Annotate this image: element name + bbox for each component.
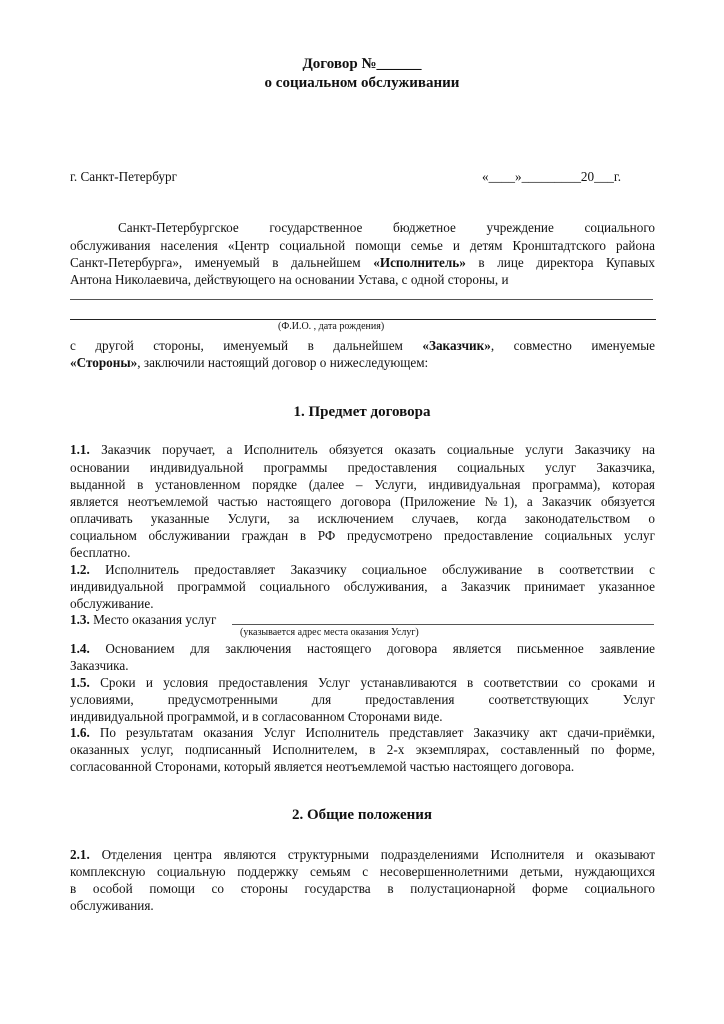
contract-subtitle: о социальном обслуживании [264, 75, 460, 91]
clause-text: Основанием для заключения настоящего договора является письменное заявление [105, 641, 655, 656]
clause-number: 1.3. [70, 612, 90, 627]
clause-number: 1.4. [70, 641, 90, 656]
contract-title: Договор №______ [302, 56, 422, 72]
preamble-line-1: Санкт-Петербургское государственное бюджетное учреждение социального [118, 220, 655, 235]
clause-1-1-line-1 [70, 441, 655, 459]
clause-1-4-line-1 [70, 640, 655, 658]
clause-text: Исполнитель предоставляет Заказчику социальное обслуживание в соответствии с [105, 562, 655, 577]
clause-1-6-line-3: согласованной Сторонами, который является неотъемлемой частью настоящего договора. [70, 759, 575, 774]
clause-1-2-line-3: обслуживание. [70, 596, 154, 611]
clause-1-4-line-2: Заказчика. [70, 658, 129, 673]
clause-2-1-line-1 [70, 846, 655, 864]
clause-1-5-line-1 [70, 674, 655, 692]
clause-number: 1.5. [70, 675, 90, 690]
clause-1-1-line-3: выданной в установленном порядке (далее – Услуги, индивидуальная программа), которая [70, 477, 655, 492]
clause-1-1-line-7: бесплатно. [70, 545, 131, 560]
clause-1-3 [70, 611, 655, 629]
clause-text: Заказчик поручает, а Исполнитель обязуется оказать социальные услуги Заказчику на [101, 442, 655, 457]
preamble-text: в лице директора Купавых [465, 255, 655, 270]
clause-1-2-line-2: индивидуальной программой социального обслуживания, а Заказчик принимает указанное [70, 579, 655, 594]
preamble-text: , заключили настоящий договор о нижеследующем: [137, 355, 429, 370]
preamble-text: Санкт-Петербурга», именуемый в дальнейшем [70, 255, 374, 270]
clause-1-1-line-2: основании индивидуальной программы предоставления социальных услуг Заказчика, [70, 460, 655, 475]
preamble-line-2: обслуживания населения «Центр социальной помощи семье и детям Кронштадтского района [70, 238, 655, 253]
clause-2-1-line-2: комплексную социальную поддержку семьям с несовершеннолетними детьми, нуждающихся [70, 864, 655, 879]
clause-1-2-line-1 [70, 561, 655, 579]
clause-text: Отделения центра являются структурными подразделениями Исполнителя и оказывают [101, 847, 655, 862]
clause-2-1-line-4: обслуживания. [70, 898, 154, 913]
clause-1-1-line-5: оплачивать указанные Услуги, за исключением случаев, когда законодательством о [70, 511, 655, 526]
clause-text: По результатам оказания Услуг Исполнитель представляет Заказчику акт сдачи-приёмки, [99, 725, 655, 740]
preamble-text: , совместно именуемые [490, 338, 655, 353]
clause-number: 1.6. [70, 725, 90, 740]
customer-term: «Заказчик» [422, 338, 491, 353]
clause-text: Сроки и условия предоставления Услуг устанавливаются в соответствии со сроками и [100, 675, 656, 690]
section-1-heading: 1. Предмет договора [293, 404, 431, 420]
preamble-line-4: Антона Николаевича, действующего на основании Устава, с одной стороны, и [70, 272, 509, 287]
clause-1-1-line-4: является неотъемлемой частью настоящего договора (Приложение №1), а Заказчик обязуется [70, 494, 655, 509]
clause-1-6-line-2: оказанных услуг, подписанный Исполнителем, в 2-х экземплярах, составленный по форме, [70, 742, 655, 757]
clause-1-5-line-2: условиями, предусмотренными для предоставления соответствующих Услуг [70, 692, 655, 707]
clause-1-5-line-3: индивидуальной программой, и в согласованном Сторонами виде. [70, 709, 443, 724]
parties-term: «Стороны» [70, 355, 138, 370]
city-label: г. Санкт-Петербург [70, 169, 177, 184]
clause-text: Место оказания услуг [93, 612, 217, 627]
fio-hint: (Ф.И.О. , дата рождения) [278, 321, 385, 332]
service-address-hint: (указывается адрес места оказания Услуг) [240, 627, 419, 638]
date-field: «____»_________20___г. [482, 169, 622, 184]
preamble-line-5 [70, 337, 655, 355]
customer-dob-line[interactable] [70, 319, 656, 320]
service-address-line[interactable] [232, 624, 654, 625]
preamble-line-6 [70, 354, 655, 372]
clause-1-1-line-6: социальном обслуживании граждан в РФ предусмотрено предоставление социальных услуг [70, 528, 655, 543]
clause-number: 1.1. [70, 442, 90, 457]
clause-number: 1.2. [70, 562, 90, 577]
clause-1-6-line-1 [70, 724, 655, 742]
preamble-text: с другой стороны, именуемый в дальнейшем [70, 338, 423, 353]
clause-2-1-line-3: в особой помощи со стороны государства в полустационарной форме социального [70, 881, 655, 896]
customer-name-line[interactable] [70, 299, 653, 300]
executor-term: «Исполнитель» [373, 255, 466, 270]
clause-number: 2.1. [70, 847, 90, 862]
section-2-heading: 2. Общие положения [291, 807, 433, 823]
preamble-line-3 [70, 254, 655, 272]
